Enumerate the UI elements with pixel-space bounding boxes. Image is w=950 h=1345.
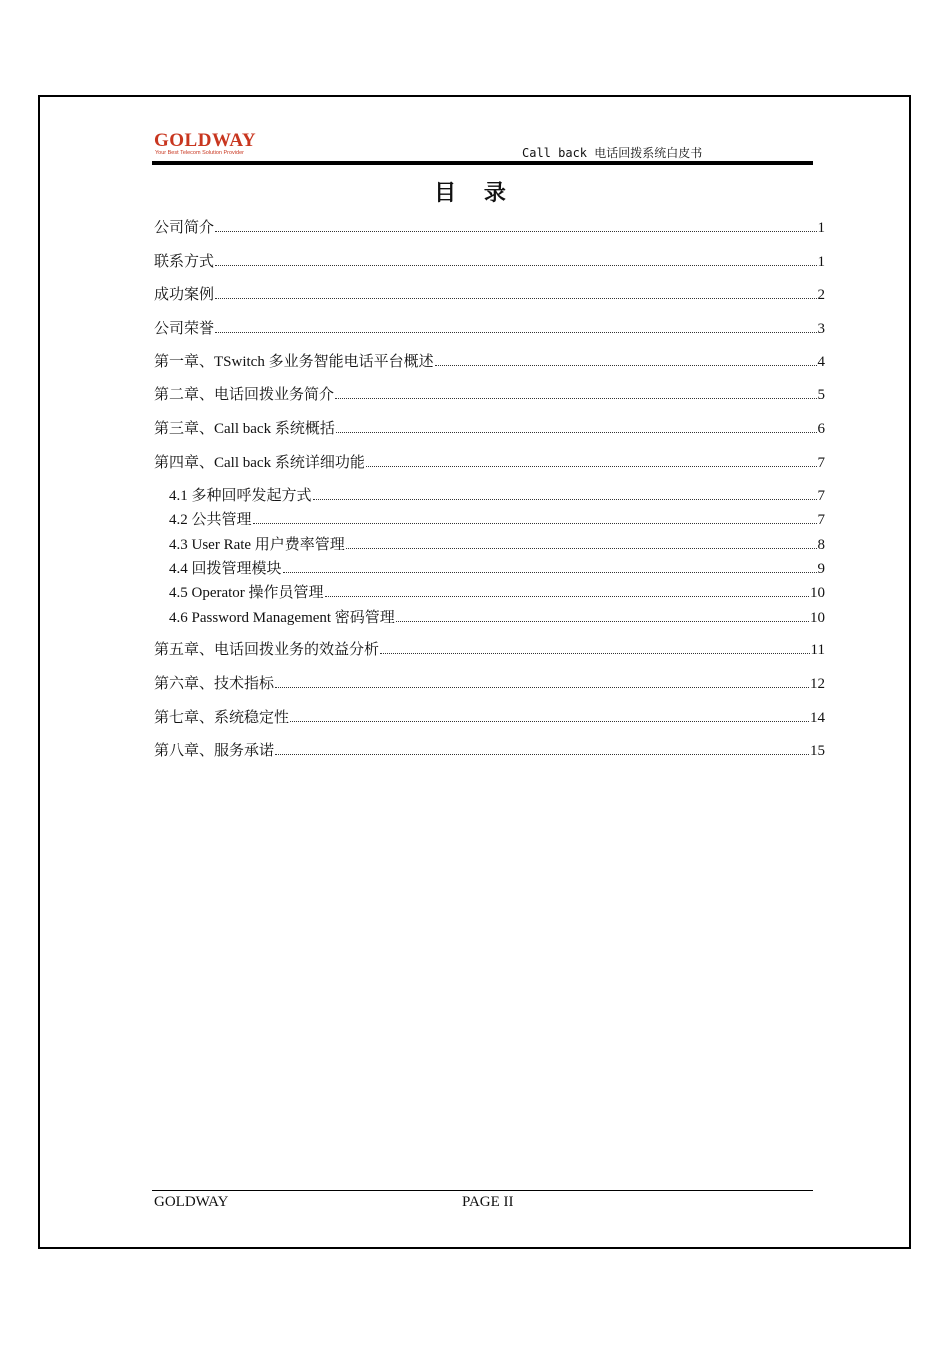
- toc-entry[interactable]: [154, 708, 825, 728]
- toc-entry-text: 4.6 Password Management 密码管理: [169, 610, 395, 626]
- toc-leader-dots: [253, 523, 817, 524]
- toc-leader-dots: [275, 754, 809, 755]
- toc-leader-dots: [396, 621, 809, 622]
- toc-entry[interactable]: [154, 640, 825, 660]
- toc-entry-text: 第六章、技术指标: [154, 676, 275, 692]
- toc-leader-dots: [275, 687, 809, 688]
- toc-entry-page: 5: [817, 387, 825, 403]
- toc-entry-text: 第四章、Call back 系统详细功能: [154, 455, 365, 471]
- toc-entry-text: 4.3 User Rate 用户费率管理: [169, 537, 345, 553]
- toc-entry-text: 4.2 公共管理: [169, 512, 252, 528]
- footer-divider: [152, 1190, 813, 1191]
- toc-leader-dots: [215, 298, 816, 299]
- toc-entry-page: 3: [817, 321, 825, 337]
- toc-leader-dots: [283, 572, 817, 573]
- toc-entry-text: 4.4 回拨管理模块: [169, 561, 282, 577]
- toc-entry-text: 公司荣誉: [154, 321, 215, 337]
- toc-leader-dots: [290, 721, 809, 722]
- toc-leader-dots: [366, 466, 817, 467]
- toc-heading: 目 录: [434, 181, 516, 206]
- toc-leader-dots: [336, 432, 817, 433]
- toc-entry-page: 11: [810, 642, 825, 658]
- toc-leader-dots: [346, 548, 817, 549]
- toc-entry-page: 8: [817, 537, 825, 553]
- toc-entry-page: 15: [810, 743, 825, 759]
- toc-entry[interactable]: [154, 218, 825, 238]
- toc-subentry[interactable]: [169, 608, 825, 628]
- toc-entry-text: 成功案例: [154, 287, 215, 303]
- toc-entry[interactable]: [154, 741, 825, 761]
- toc-subentry[interactable]: [169, 510, 825, 530]
- toc-leader-dots: [215, 231, 816, 232]
- toc-entry-page: 7: [817, 488, 825, 504]
- header-divider: [152, 161, 813, 165]
- toc-subentry[interactable]: [169, 583, 825, 603]
- toc-entry[interactable]: [154, 252, 825, 272]
- logo-tagline: Your Best Telecom Solution Provider: [155, 150, 244, 156]
- toc-entry[interactable]: [154, 285, 825, 305]
- toc-leader-dots: [435, 365, 817, 366]
- toc-entry-text: 公司简介: [154, 220, 215, 236]
- toc-entry-page: 10: [810, 585, 825, 601]
- toc-leader-dots: [335, 398, 816, 399]
- toc-entry-text: 第五章、电话回拨业务的效益分析: [154, 642, 380, 658]
- toc-entry-page: 4: [817, 354, 825, 370]
- toc-entry-text: 第八章、服务承诺: [154, 743, 275, 759]
- toc-subentry[interactable]: [169, 535, 825, 555]
- toc-leader-dots: [313, 499, 817, 500]
- logo-wordmark: GOLDWAY: [154, 130, 257, 151]
- toc-entry-text: 第三章、Call back 系统概括: [154, 421, 335, 437]
- toc-entry-page: 6: [817, 421, 825, 437]
- toc-entry-page: 12: [810, 676, 825, 692]
- toc-entry[interactable]: [154, 385, 825, 405]
- toc-entry[interactable]: [154, 352, 825, 372]
- toc-entry-page: 1: [817, 254, 825, 270]
- document-title: Call back 电话回拨系统白皮书: [522, 146, 703, 160]
- toc-entry-page: 9: [817, 561, 825, 577]
- toc-leader-dots: [325, 596, 809, 597]
- toc-entry-text: 第一章、TSwitch 多业务智能电话平台概述: [154, 354, 434, 370]
- toc-entry-page: 14: [810, 710, 825, 726]
- toc-entry-page: 10: [810, 610, 825, 626]
- toc-subentry[interactable]: [169, 559, 825, 579]
- toc-entry[interactable]: [154, 453, 825, 473]
- toc-entry-text: 第二章、电话回拨业务简介: [154, 387, 335, 403]
- footer-company: GOLDWAY: [154, 1194, 229, 1210]
- toc-entry-page: 7: [817, 455, 825, 471]
- toc-entry[interactable]: [154, 674, 825, 694]
- toc-leader-dots: [215, 332, 816, 333]
- toc-entry-text: 第七章、系统稳定性: [154, 710, 290, 726]
- toc-entry-page: 7: [817, 512, 825, 528]
- toc-subentry[interactable]: [169, 486, 825, 506]
- company-logo: [154, 131, 284, 159]
- toc-entry[interactable]: [154, 319, 825, 339]
- toc-entry-page: 2: [817, 287, 825, 303]
- toc-leader-dots: [215, 265, 816, 266]
- toc-entry-text: 联系方式: [154, 254, 215, 270]
- footer-page-number: PAGE II: [462, 1194, 514, 1210]
- toc-entry-text: 4.5 Operator 操作员管理: [169, 585, 324, 601]
- toc-entry-page: 1: [817, 220, 825, 236]
- toc-entry-text: 4.1 多种回呼发起方式: [169, 488, 312, 504]
- toc-entry[interactable]: [154, 419, 825, 439]
- toc-leader-dots: [380, 653, 810, 654]
